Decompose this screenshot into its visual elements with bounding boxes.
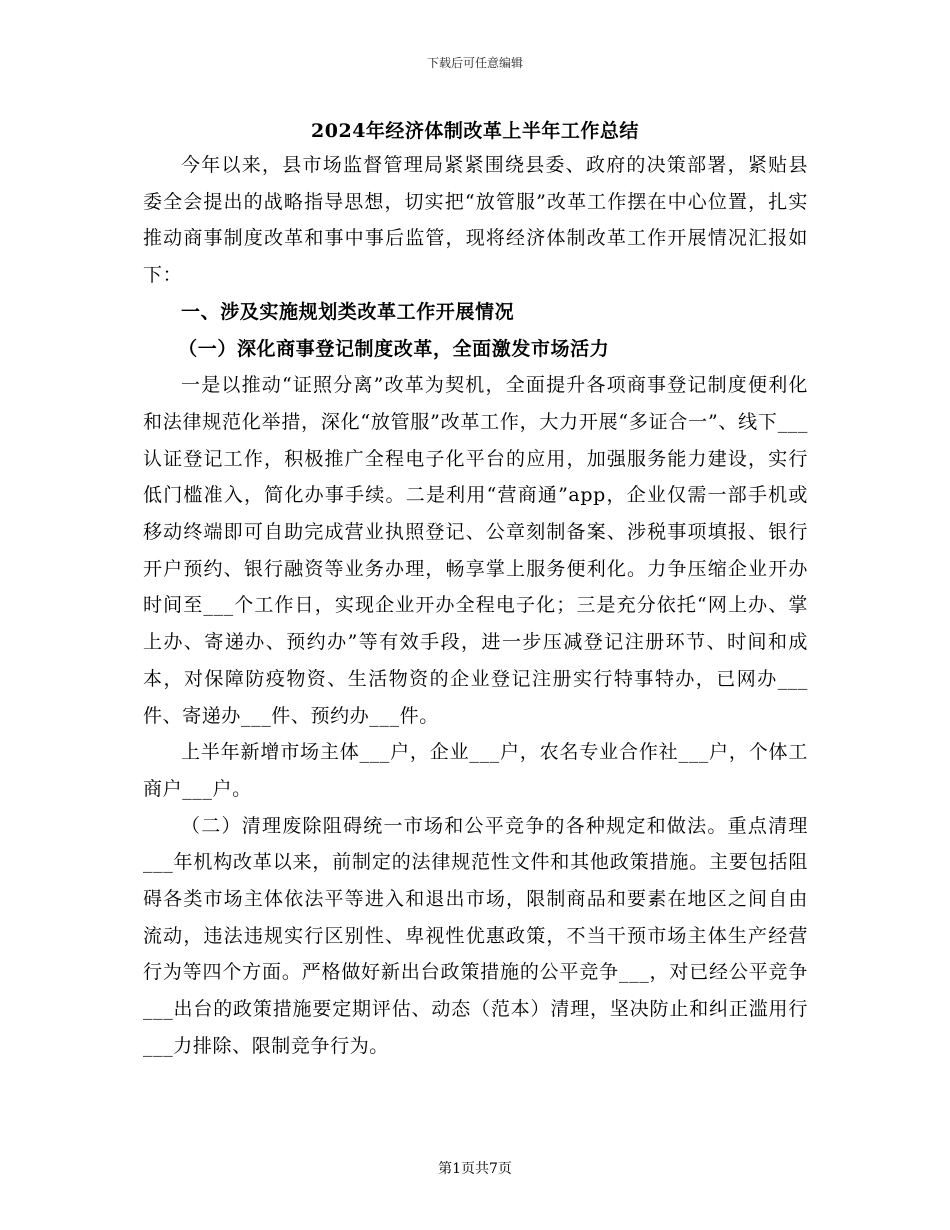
header-note: 下载后可任意编辑 [426, 56, 523, 70]
document-body [143, 147, 808, 1065]
intro-paragraph: 今年以来，县市场监督管理局紧紧围绕县委、政府的决策部署，紧贴县委全会提出的战略指导思想，切实把“放管服”改革工作摆在中心位置，扎实推动商事制度改革和事中事后监管，现将经济体制改革工作开展情况汇报如下： [143, 154, 808, 287]
page-number: 第1页共7页 [438, 1161, 512, 1177]
body-paragraph: （二）清理废除阻碍统一市场和公平竞争的各种规定和做法。重点清理___年机构改革以来，前制定的法律规范性文件和其他政策措施。主要包括阻碍各类市场主体依法平等进入和退出市场，限制商品和要素在地区之间自由流动，违法违规实行区别性、卑视性优惠政策，不当干预市场主体生产经营行为等四个方面。严格做好新出台政策措施的公平竞争___，对已经公平竞争___出台的政策措施要定期评估、动态（范本）清理，坚决防止和纠正滥用行___力排除、限制竞争行为。 [143, 814, 808, 1057]
section-heading: 一、涉及实施规划类改革工作开展情况 [181, 300, 515, 323]
body-paragraph: 一是以推动“证照分离”改革为契机，全面提升各项商事登记制度便利化和法律规范化举措，深化“放管服”改革工作，大力开展“多证合一”、线下___认证登记工作，积极推广全程电子化平台的应用，加强服务能力建设，实行低门槛准入，简化办事手续。二是利用“营商通”app，企业仅需一部手机或移动终端即可自助完成营业执照登记、公章刻制备案、涉税事项填报、银行开户预约、银行融资等业务办理，畅享掌上服务便利化。力争压缩企业开办时间至___个工作日，实现企业开办全程电子化；三是充分依托“网上办、掌上办、寄递办、预约办”等有效手段，进一步压减登记注册环节、时间和成本，对保障防疫物资、生活物资的企业登记注册实行特事特办，已网办___件、寄递办___件、预约办___件。 [143, 374, 808, 727]
subsection-heading: （一）深化商事登记制度改革，全面激发市场活力 [178, 337, 610, 360]
body-paragraph: 上半年新增市场主体___户，企业___户，农名专业合作社___户，个体工商户___户。 [143, 741, 808, 800]
document-title: 2024年经济体制改革上半年工作总结 [311, 120, 639, 142]
